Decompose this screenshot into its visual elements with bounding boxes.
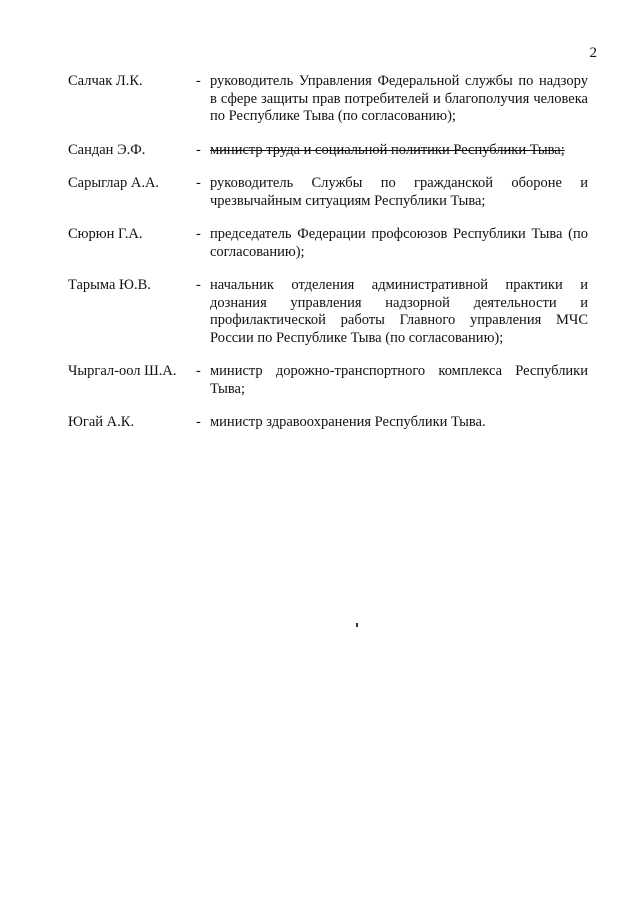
member-name: Салчак Л.К.: [68, 73, 143, 89]
member-role: министр здравоохранения Республики Тыва.: [210, 414, 486, 430]
member-row: [68, 226, 588, 261]
member-name: Сюрюн Г.А.: [68, 226, 143, 242]
member-name: Сарыглар А.А.: [68, 175, 160, 191]
member-dash: -: [196, 175, 201, 191]
member-row: [68, 73, 588, 126]
member-name: Югай А.К.: [68, 414, 135, 430]
member-row: [68, 414, 588, 432]
member-row: [68, 277, 588, 347]
page-number: 2: [589, 45, 597, 61]
member-role-struck: министр труда и социальной политики Республики Тыва;: [210, 141, 565, 158]
member-role: руководитель Службы по гражданской обороне и чрезвычайным ситуациям Республики Тыва;: [210, 175, 588, 209]
member-dash: -: [196, 226, 201, 242]
member-name: Сандан Э.Ф.: [68, 141, 146, 158]
member-dash: -: [196, 277, 201, 293]
member-role: председатель Федерации профсоюзов Республики Тыва (по согласованию);: [210, 226, 588, 260]
scan-speck: [356, 623, 358, 627]
member-dash: -: [196, 73, 201, 89]
member-dash: -: [196, 414, 201, 430]
member-role: руководитель Управления Федеральной службы по надзору в сфере защиты прав потребителей и благополучия человека по Республике Тыва (по согласованию);: [210, 73, 588, 124]
member-role: министр дорожно-транспортного комплекса Республики Тыва;: [210, 363, 588, 397]
member-name: Чыргал-оол Ш.А.: [68, 363, 177, 379]
member-dash: -: [196, 363, 201, 379]
member-list: [68, 73, 588, 448]
member-row: [68, 363, 588, 398]
member-role: начальник отделения административной практики и дознания управления надзорной деятельности и профилактической работы Главного управления МЧС России по Республике Тыва (по согласованию);: [210, 277, 588, 346]
member-name: Тарыма Ю.В.: [68, 277, 151, 293]
member-row: [68, 175, 588, 210]
member-row: [68, 142, 588, 160]
member-dash: -: [196, 141, 201, 158]
